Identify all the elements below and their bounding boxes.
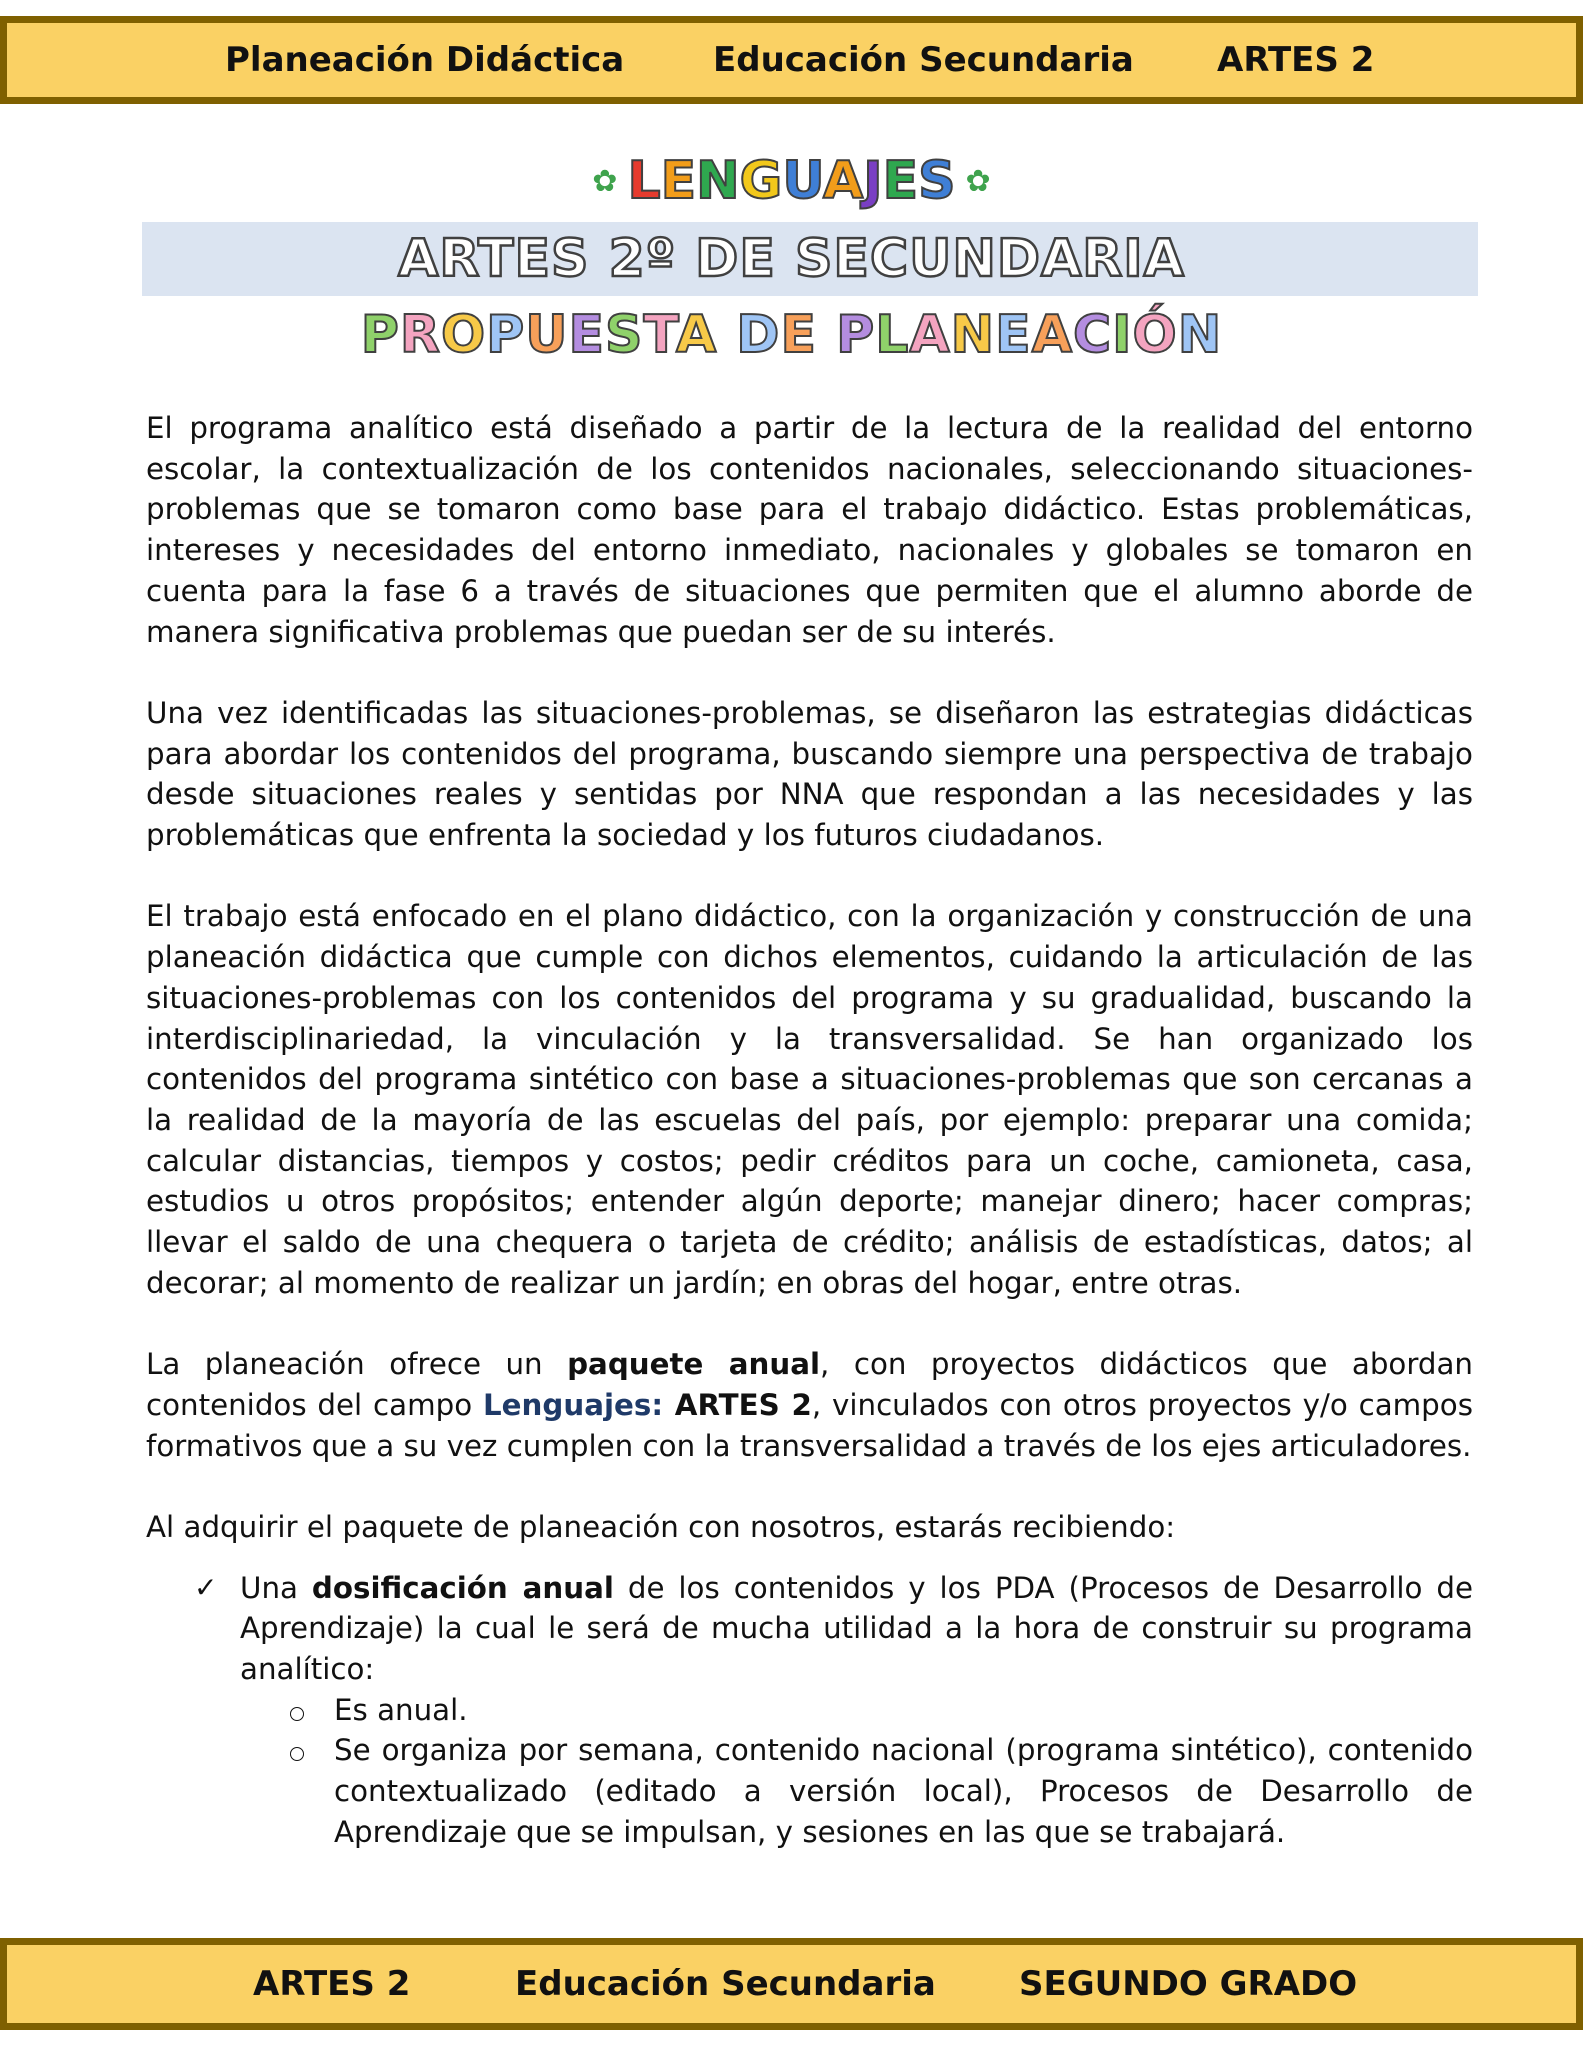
title-letter: L bbox=[875, 305, 910, 365]
flower-ornament-icon: ✿ bbox=[592, 163, 618, 199]
artes-title: ARTES 2º DE SECUNDARIA bbox=[398, 229, 1185, 289]
checklist-item: ✓ Una dosificación anual de los contenidos y los PDA (Procesos de Desarrollo de Aprendizaje) la cual le será de mucha utilidad a la hora de construir su programa analítico: Es anual. Se organiza por semana, contenido nacional (programa sintético), contenido contextualizado (editado a versión local), Procesos de Desarrollo de Aprendizaje que se impulsan, y sesiones en las que se trabajará. bbox=[240, 1568, 1473, 1853]
checklist bbox=[146, 1568, 1473, 1853]
footer-left: ARTES 2 bbox=[253, 1964, 411, 2004]
sub-list-item: Se organiza por semana, contenido nacional (programa sintético), contenido contextualizado (editado a versión local), Procesos de Desarrollo de Aprendizaje que se impulsan, y sesiones en las que se trabajará. bbox=[334, 1730, 1473, 1852]
title-letter: E bbox=[995, 305, 1032, 365]
footer-center: Educación Secundaria bbox=[515, 1964, 936, 2004]
title-letter: U bbox=[782, 151, 823, 211]
title-letter: E bbox=[660, 151, 697, 211]
header-bar bbox=[0, 16, 1583, 104]
title-letter: S bbox=[918, 151, 956, 211]
title-letter: C bbox=[1072, 305, 1113, 365]
title-letter: A bbox=[675, 305, 718, 365]
footer-bar bbox=[0, 1938, 1583, 2030]
title-letter: O bbox=[440, 305, 487, 365]
title-letter bbox=[817, 305, 836, 365]
paragraph-2: Una vez identificadas las situaciones-problemas, se diseñaron las estrategias didácticas para abordar los contenidos del programa, buscando siempre una perspectiva de trabajo desde situaciones reales y sentidas por NNA que respondan a las necesidades y las problemáticas que enfrenta la sociedad y los futuros ciudadanos. bbox=[146, 695, 1473, 853]
title-letter: Ó bbox=[1132, 305, 1178, 365]
header-left: Planeación Didáctica bbox=[225, 40, 625, 80]
subject-name: ARTES 2 bbox=[663, 1387, 812, 1422]
title-letter bbox=[717, 305, 736, 365]
title-letter: R bbox=[399, 305, 441, 365]
title-letter: D bbox=[736, 305, 781, 365]
paragraph-5: Al adquirir el paquete de planeación con nosotros, estarás recibiendo: bbox=[146, 1509, 1176, 1544]
title-letter: S bbox=[605, 305, 644, 365]
title-letter: E bbox=[568, 305, 606, 365]
flower-ornament-icon: ✿ bbox=[965, 163, 991, 199]
title-letter: E bbox=[780, 305, 817, 365]
sub-list-item: Es anual. bbox=[334, 1690, 1473, 1731]
title-letter: T bbox=[643, 305, 676, 365]
title-letter: A bbox=[909, 305, 951, 365]
title-letter: N bbox=[696, 151, 740, 211]
header-center: Educación Secundaria bbox=[713, 40, 1134, 80]
sub-list bbox=[240, 1690, 1473, 1853]
title-letter: J bbox=[863, 151, 883, 211]
header-right: ARTES 2 bbox=[1217, 40, 1375, 80]
propuesta-title bbox=[0, 298, 1583, 372]
title-letter: P bbox=[360, 305, 400, 365]
footer-right: SEGUNDO GRADO bbox=[1019, 1964, 1358, 2004]
paragraph-1: El programa analítico está diseñado a partir de la lectura de la realidad del entorno escolar, la contextualización de los contenidos nacionales, seleccionando situaciones-problemas que se tomaron como base para el trabajo didáctico. Estas problemáticas, intereses y necesidades del entorno inmediato, nacionales y globales se tomaron en cuenta para la fase 6 a través de situaciones que permiten que el alumno aborde de manera significativa problemas que puedan ser de su interés. bbox=[146, 411, 1473, 649]
title-letter: I bbox=[1112, 305, 1133, 365]
title-letter: A bbox=[822, 151, 864, 211]
title-letter: E bbox=[882, 151, 919, 211]
bold-phrase: paquete anual bbox=[567, 1347, 821, 1382]
title-letter: N bbox=[1177, 305, 1223, 365]
title-letter: U bbox=[525, 305, 569, 365]
paragraph-4: La planeación ofrece un paquete anual, con proyectos didácticos que abordan contenidos del campo Lenguajes: ARTES 2, vinculados con otros proyectos y/o campos formativos que a su vez cumplen con la transversalidad a través de los ejes articuladores. bbox=[146, 1347, 1474, 1463]
lenguajes-title bbox=[0, 148, 1583, 214]
title-letter: P bbox=[836, 305, 876, 365]
paragraph-3: El trabajo está enfocado en el plano didáctico, con la organización y construcción de una planeación didáctica que cumple con dichos elementos, cuidando la articulación de las situaciones-problemas con los contenidos del programa y su gradualidad, buscando la interdisciplinariedad, la vinculación y la transversalidad. Se han organizado los contenidos del programa sintético con base a situaciones-problemas que son cercanas a la realidad de la mayoría de las escuelas del país, por ejemplo: preparar una comida; calcular distancias, tiempos y costos; pedir créditos para un coche, camioneta, casa, estudios u otros propósitos; entender algún deporte; manejar dinero; hacer compras; llevar el saldo de una chequera o tarjeta de crédito; análisis de estadísticas, datos; al decorar; al momento de realizar un jardín; en obras del hogar, entre otras. bbox=[146, 899, 1473, 1300]
field-name: Lenguajes: bbox=[482, 1387, 664, 1422]
title-letter: P bbox=[486, 305, 526, 365]
title-letter: N bbox=[950, 305, 996, 365]
title-letter: L bbox=[627, 151, 661, 211]
title-letter: G bbox=[739, 151, 783, 211]
document-body bbox=[146, 408, 1473, 1853]
title-letter: A bbox=[1031, 305, 1073, 365]
lenguajes-word bbox=[627, 151, 955, 211]
